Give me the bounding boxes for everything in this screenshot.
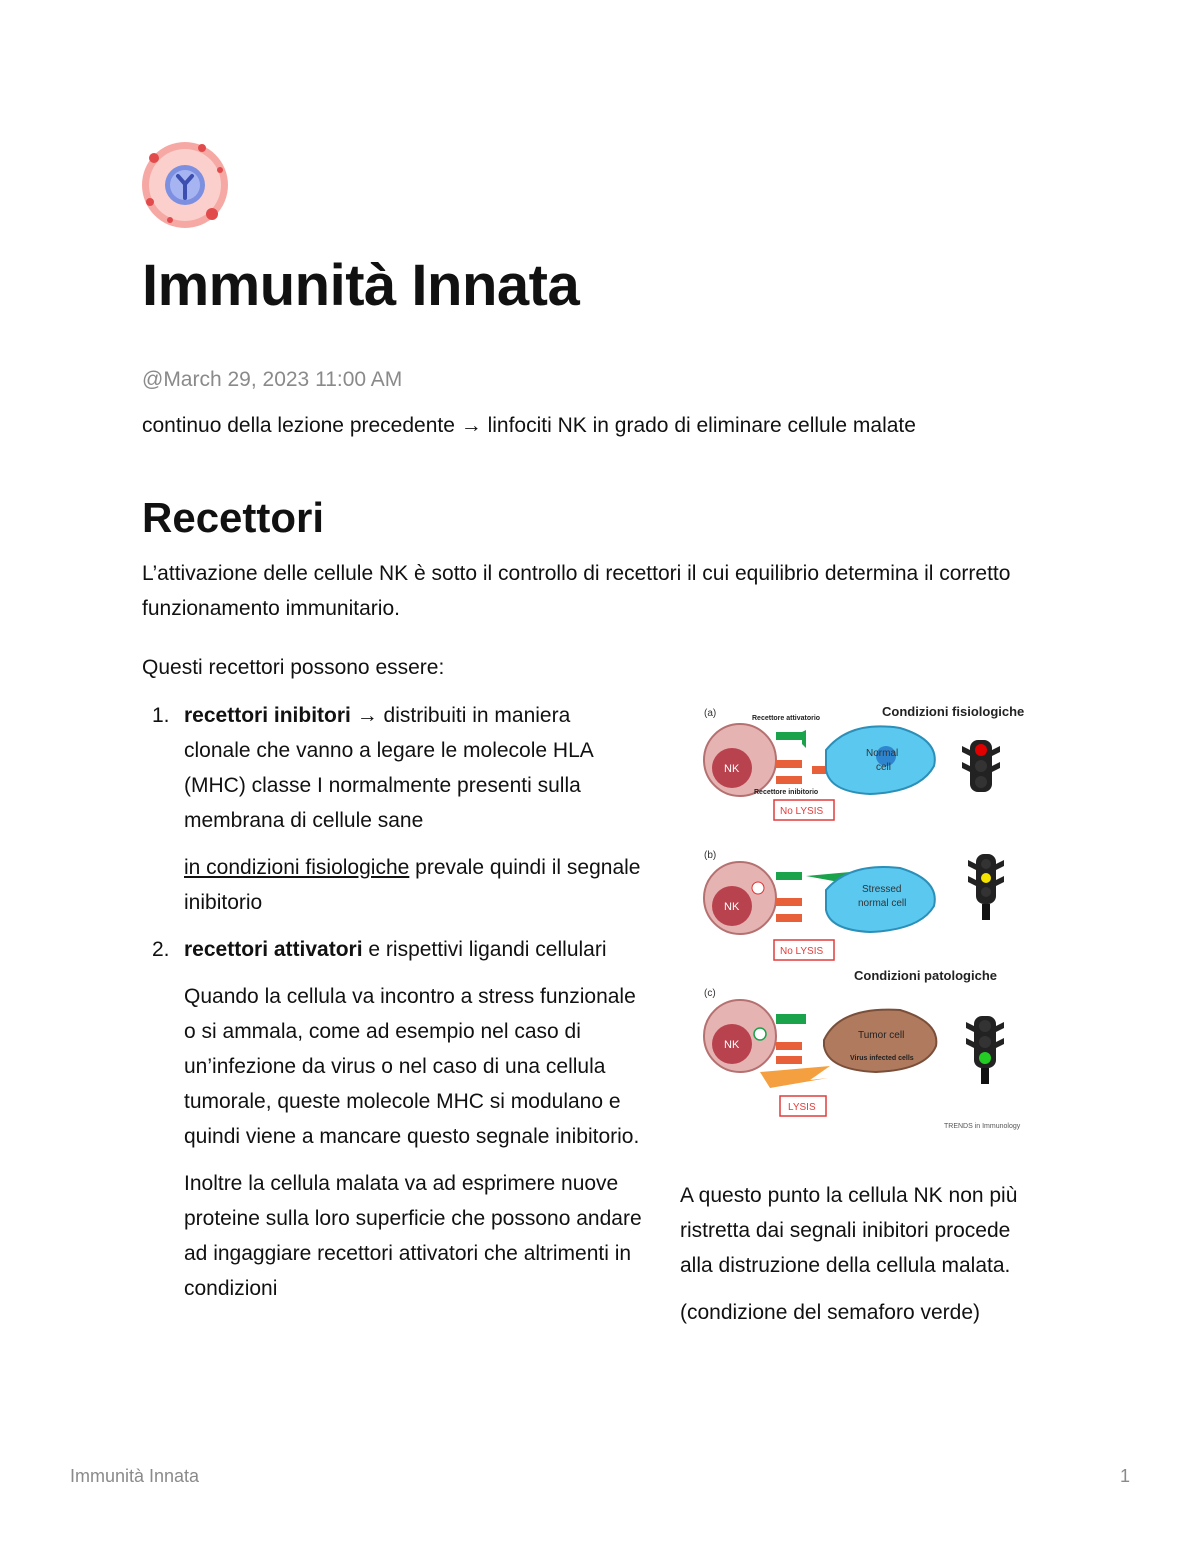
date-property: @March 29, 2023 11:00 AM [142,368,403,391]
lysis-label: LYSIS [788,1102,816,1113]
list-text: e rispettivi ligandi cellulari [362,938,607,961]
list-text: Inoltre la cellula malata va ad esprimere nuove proteine sulla loro superficie che possono andare ad ingaggiare recettori attivatori che altrimenti in condizioni [184,1172,642,1300]
label-activating-receptor: Recettore attivatorio [752,715,821,722]
svg-text:NK: NK [724,763,740,775]
traffic-light-yellow-icon [968,854,1004,920]
panel-label-b: (b) [704,850,717,861]
numbered-list [142,698,642,1318]
svg-text:Tumor cell: Tumor cell [858,1030,905,1041]
list-item [142,698,642,920]
svg-text:NK: NK [724,1039,740,1051]
footer-title: Immunità Innata [70,1466,200,1486]
nk-cell-a [704,724,776,796]
list-text: → distribuiti in maniera clonale che vanno a legare le molecole HLA (MHC) classe I normalmente presenti sulla membrana di cellule sane [184,704,593,832]
immune-cell-icon [140,140,230,230]
svg-text:NK: NK [724,901,740,913]
underlined-text: in condizioni fisiologiche [184,856,410,879]
svg-text:Stressed: Stressed [862,884,902,895]
paragraph: (condizione del semaforo verde) [680,1301,980,1324]
page-title: Immunità Innata [142,253,580,318]
list-number: 1. [152,704,170,727]
intro-text: continuo della lezione precedente → linfociti NK in grado di eliminare cellule malate [142,414,916,437]
svg-text:Normal: Normal [866,748,899,759]
nk-cell-b [704,862,776,934]
figure-credit: TRENDS in Immunology [944,1123,1021,1130]
paragraph: A questo punto la cellula NK non più ristretta dai segnali inibitori procede alla distruzione della cellula malata. [680,1184,1018,1277]
svg-text:normal cell: normal cell [858,898,907,909]
no-lysis-label: No LYSIS [780,806,824,817]
traffic-light-green-icon [966,1016,1004,1084]
bold-term: recettori inibitori [184,704,351,727]
no-lysis-label: No LYSIS [780,946,824,957]
bold-term: recettori attivatori [184,938,363,961]
nk-receptor-figure [700,700,1040,1132]
nk-cell-c [704,1000,776,1072]
paragraph: Questi recettori possono essere: [142,656,445,679]
panel-label-a: (a) [704,708,717,719]
list-text: prevale quindi il segnale inibitorio [184,856,641,914]
list-number: 2. [152,938,170,961]
label-inhibitory-receptor: Recettore inibitorio [754,789,819,796]
section-heading: Recettori [142,494,325,541]
label-physiological: Condizioni fisiologiche [882,704,1025,719]
svg-text:cell: cell [876,762,892,773]
page-number: 1 [1119,1466,1130,1486]
list-text: Quando la cellula va incontro a stress funzionale o si ammala, come ad esempio nel caso di un’infezione da virus o nel caso di una cellula tumorale, queste molecole MHC si modulano e quindi viene a mancare questo segnale inibitorio. [184,985,640,1148]
paragraph: L’attivazione delle cellule NK è sotto il controllo di recettori il cui equilibrio determina il corretto funzionamento immunitario. [142,562,1011,620]
right-column-text [680,1178,1040,1342]
traffic-light-red-icon [962,740,1000,792]
label-pathological: Condizioni patologiche [854,968,997,983]
panel-label-c: (c) [704,988,716,999]
list-item [142,932,642,1306]
svg-text:Virus infected cells: Virus infected cells [850,1055,914,1062]
